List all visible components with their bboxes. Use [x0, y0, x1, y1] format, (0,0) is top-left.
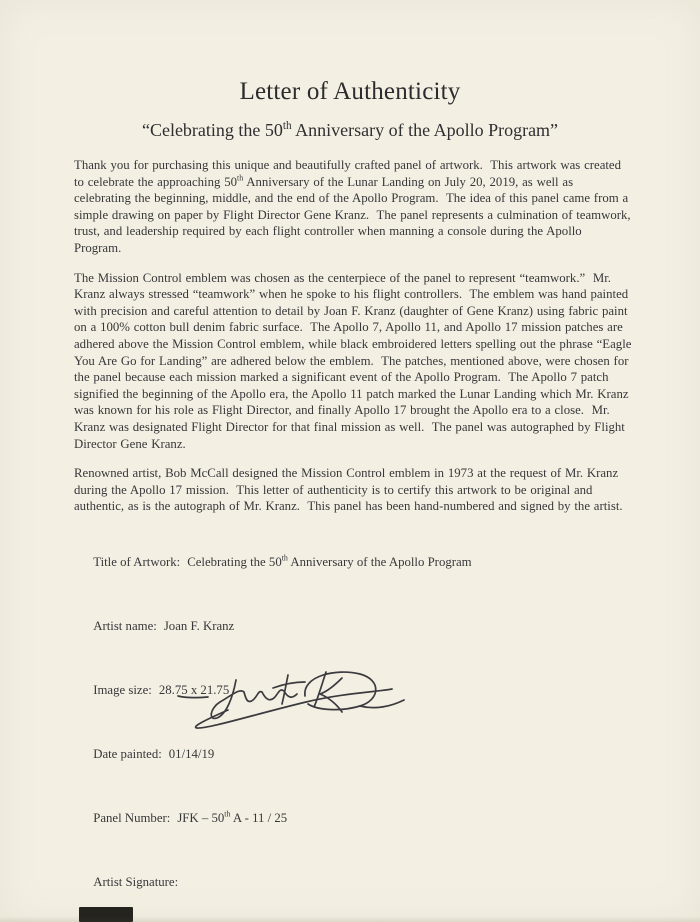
body-paragraph-1: Thank you for purchasing this unique and beautifully crafted panel of artwork. This artwork was created to celebrate the approaching 50th Anniversary of the Lunar Landing on July 20, 2019, as well as celebrating the beginning, middle, and the end of the Apollo Program. The idea of this panel came from a simple drawing on paper by Flight Director Gene Kranz. The panel represents a culmination of teamwork, trust, and leadership required by each flight controller when manning a console during the Apollo Program. — [74, 158, 635, 255]
field-value: 01/14/19 — [168, 746, 215, 761]
field-panel-number — [74, 793, 630, 844]
body-paragraph-2: The Mission Control emblem was chosen as the centerpiece of the panel to represent “teamwork.” Mr. Kranz always stressed “teamwork” when he spoke to his flight controllers. The emblem was hand painted with precision and careful attention to detail by Joan F. Kranz (daughter of Gene Kranz) using fabric paint on a 100% cotton bull denim fabric surface. The Apollo 7, Apollo 11, and Apollo 17 mission patches are adhered above the Mission Control emblem, while black embroidered letters spelling out the phrase “Eagle You Are Go for Landing” are adhered below the emblem. The patches, mentioned above, were chosen for the panel because each mission marked a significant event of the Apollo Program. The Apollo 7 patch signified the beginning of the Apollo era, the Apollo 11 patch marked the Lunar Landing which Mr. Kranz was known for his role as Flight Director, and finally Apollo 17 brought the Apollo era to a close. Mr. Kranz was designated Flight Director for that final mission as well. The panel was autographed by Flight Director Gene Kranz. — [74, 270, 635, 451]
letter-body — [74, 157, 635, 515]
field-label: Artist Signature: — [93, 874, 179, 889]
field-artist-signature — [74, 857, 630, 908]
handwritten-signature-scrawl — [176, 666, 406, 736]
field-value: JFK – 50th A - 11 / 25 — [177, 809, 288, 825]
field-date-painted — [74, 729, 630, 780]
field-label: Panel Number: — [93, 810, 171, 825]
field-label: Date painted: — [93, 746, 162, 761]
field-title-of-artwork — [74, 537, 630, 588]
field-value: 28.75 x 21.75 — [158, 682, 230, 697]
field-label: Image size: — [93, 682, 152, 697]
field-value: Joan F. Kranz — [163, 618, 235, 633]
body-paragraph-3: Renowned artist, Bob McCall designed the Mission Control emblem in 1973 at the request of Mr. Kranz during the Apollo 17 mission. This letter of authenticity is to certify this artwork to be original and authentic, as is the autograph of Mr. Kranz. This panel has been hand-numbered and signed by the artist. — [74, 466, 623, 514]
field-label: Title of Artwork: — [93, 554, 181, 569]
page-title: Letter of Authenticity — [239, 78, 461, 105]
page-subtitle: “Celebrating the 50th Anniversary of the Apollo Program” — [141, 120, 559, 140]
field-label: Artist name: — [93, 618, 157, 633]
scan-artifact-mark — [79, 907, 133, 922]
field-artist-name — [74, 601, 630, 652]
field-value: Celebrating the 50th Anniversary of the Apollo Program — [187, 553, 472, 569]
